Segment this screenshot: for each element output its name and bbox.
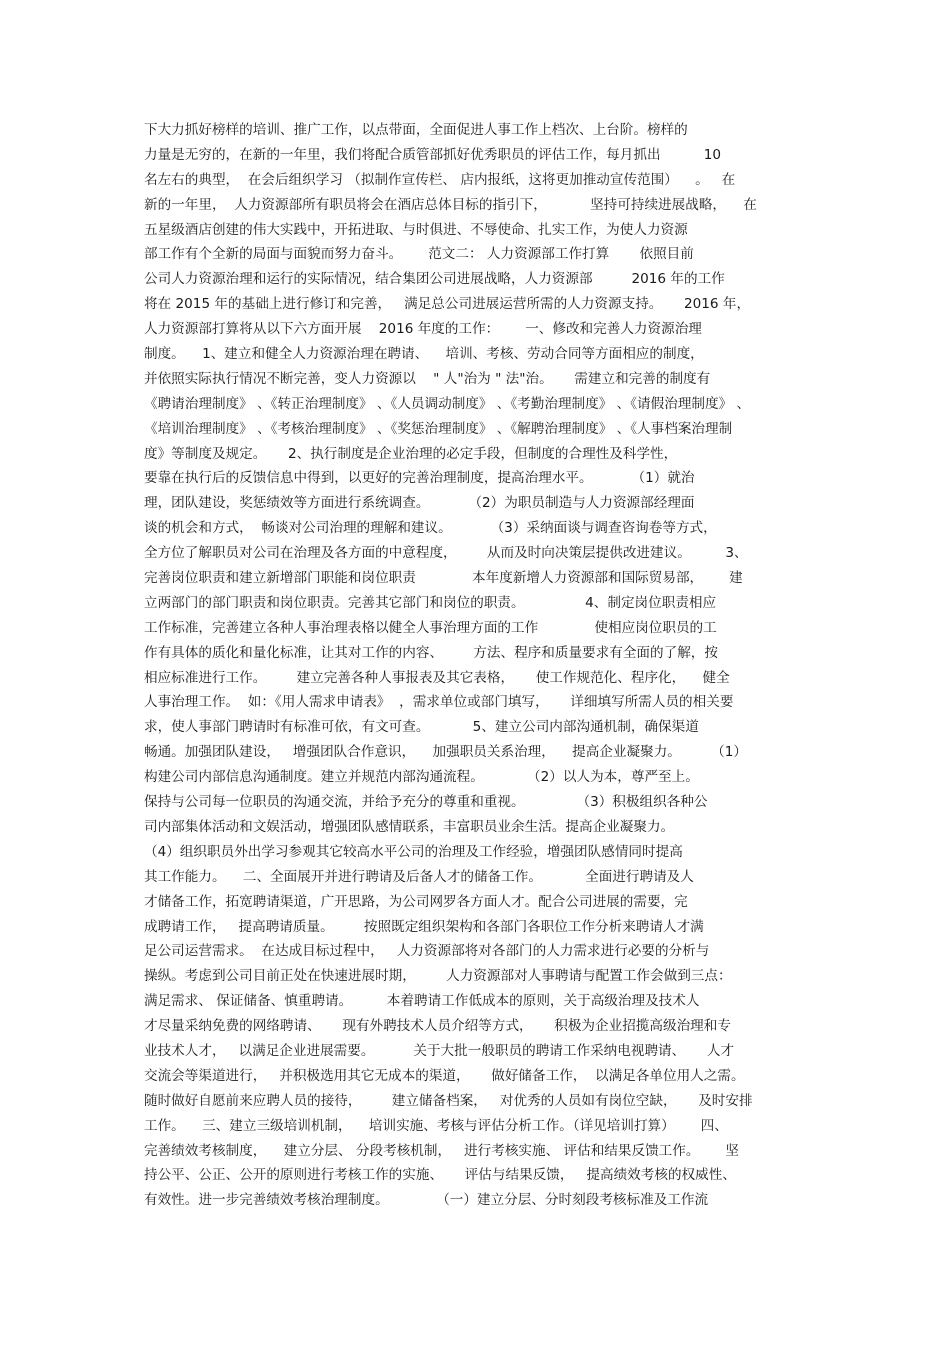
text-line: 求，使人事部门聘请时有标准可依，有文可查。 5、建立公司内部沟通机制，确保渠道 (144, 719, 699, 736)
text-line: 全方位了解职员对公司在治理及各方面的中意程度， 从而及时向决策层提供改进建议。 3、 (144, 545, 748, 562)
text-line: 交流会等渠道进行， 并积极选用其它无成本的渠道， 做好储备工作， 以满足各单位用人之需。 (144, 1067, 745, 1084)
text-line: 名左右的典型， 在会后组织学习 （拟制作宣传栏、 店内报纸，这将更加推动宣传范围） 。 在 (144, 171, 736, 188)
text-line: 五星级酒店创建的伟大实践中，开拓进取、与时俱进、不辱使命、扎实工作，为使人力资源 (144, 221, 688, 238)
text-line: 畅通。加强团队建设， 增强团队合作意识， 加强职员关系治理， 提高企业凝聚力。 （1） (144, 744, 747, 761)
text-line: 度》等制度及规定。 2、执行制度是企业治理的必定手段，但制度的合理性及科学性， (144, 445, 678, 462)
text-line: 并依照实际执行情况不断完善，变人力资源以 " 人"治为 " 法"治。 需建立和完善的制度有 (144, 370, 711, 387)
text-line: 构建公司内部信息沟通制度。建立并规范内部沟通流程。 （2）以人为本，尊严至上。 (144, 769, 699, 786)
text-line: 《聘请治理制度》 、《转正治理制度》 、《人员调动制度》 、《考勤治理制度》 、《请假治理制度》 、 (144, 395, 751, 412)
text-line: 持公平、公正、公开的原则进行考核工作的实施、 评估与结果反馈， 提高绩效考核的权威性、 (144, 1167, 736, 1184)
text-line: 力量是无穷的，在新的一年里，我们将配合质管部抓好优秀职员的评估工作，每月抓出 10 (144, 146, 722, 163)
text-line: 完善岗位职责和建立新增部门职能和岗位职责 本年度新增人力资源部和国际贸易部， 建 (144, 570, 743, 587)
text-line: 满足需求、 保证储备、慎重聘请。 本着聘请工作低成本的原则，关于高级治理及技术人 (144, 993, 700, 1010)
text-line: 将在 2015 年的基础上进行修订和完善， 满足总公司进展运营所需的人力资源支持。 2016 年， (144, 296, 751, 313)
text-line: 要靠在执行后的反馈信息中得到，以更好的完善治理制度，提高治理水平。 （1）就治 (144, 470, 695, 487)
body-text (144, 118, 812, 1213)
text-line: 工作。 三、建立三级培训机制， 培训实施、考核与评估分析工作。（详见培训打算） 四、 (144, 1117, 728, 1134)
text-line: 相应标准进行工作。 建立完善各种人事报表及其它表格， 使工作规范化、程序化， 健全 (144, 669, 730, 686)
text-line: 成聘请工作， 提高聘请质量。 按照既定组织架构和各部门各职位工作分析来聘请人才满 (144, 918, 704, 935)
text-line: 理，团队建设，奖惩绩效等方面进行系统调查。 （2）为职员制造与人力资源部经理面 (144, 495, 695, 512)
text-line: 下大力抓好榜样的培训、推广工作，以点带面，全面促进人事工作上档次、上台阶。榜样的 (144, 122, 688, 138)
text-line: 司内部集体活动和文娱活动，增强团队感情联系，丰富职员业余生活。提高企业凝聚力。 (144, 818, 675, 835)
text-line: 谈的机会和方式， 畅谈对公司治理的理解和建议。 （3）采纳面谈与调查咨询卷等方式， (144, 520, 717, 537)
text-line: 业技术人才， 以满足企业进展需要。 关于大批一般职员的聘请工作采纳电视聘请、 人才 (144, 1042, 735, 1059)
text-line: 有效性。进一步完善绩效考核治理制度。 （一）建立分层、分时刻段考核标准及工作流 (144, 1192, 709, 1209)
text-line: 《培训治理制度》 、《考核治理制度》 、《奖惩治理制度》 、《解聘治理制度》 、《人事档案治理制 (144, 420, 733, 437)
text-line: 工作标准，完善建立各种人事治理表格以健全人事治理方面的工作 使相应岗位职员的工 (144, 619, 717, 636)
text-line: 人力资源部打算将从以下六方面开展 2016 年度的工作： 一、修改和完善人力资源治理 (144, 321, 702, 338)
text-line: 立两部门的部门职责和岗位职责。完善其它部门和岗位的职责。 4、制定岗位职责相应 (144, 594, 717, 611)
text-line: 公司人力资源治理和运行的实际情况，结合集团公司进展战略，人力资源部 2016 年的工作 (144, 271, 725, 288)
text-line: 足公司运营需求。 在达成目标过程中， 人力资源部将对各部门的人力需求进行必要的分析与 (144, 943, 710, 960)
text-line: 才尽量采纳免费的网络聘请、 现有外聘技术人员介绍等方式， 积极为企业招揽高级治理和专 (144, 1018, 731, 1035)
text-line: 保持与公司每一位职员的沟通交流，并给予充分的尊重和重视。 （3）积极组织各种公 (144, 794, 708, 811)
text-line: 制度。 1、建立和健全人力资源治理在聘请、 培训、考核、劳动合同等方面相应的制度， (144, 346, 704, 363)
text-line: 人事治理工作。 如：《用人需求申请表》 ，需求单位或部门填写， 详细填写所需人员的相关要 (144, 694, 734, 711)
text-line: 其工作能力。 二、全面展开并进行聘请及后备人才的储备工作。 全面进行聘请及人 (144, 868, 694, 885)
text-line: 才储备工作，拓宽聘请渠道，广开思路，为公司网罗各方面人才。配合公司进展的需要，完 (144, 893, 688, 910)
text-line: 操纵。考虑到公司目前正处在快速进展时期， 人力资源部对人事聘请与配置工作会做到三点： (144, 968, 732, 985)
text-line: 作有具体的质化和量化标准，让其对工作的内容、 方法、程序和质量要求有全面的了解，按 (144, 644, 718, 661)
text-line: （4）组织职员外出学习参观其它较高水平公司的治理及工作经验，增强团队感情同时提高 (144, 843, 683, 860)
text-line: 部工作有个全新的局面与面貌而努力奋斗。 范文二： 人力资源部工作打算 依照目前 (144, 246, 694, 263)
text-line: 随时做好自愿前来应聘人员的接待， 建立储备档案， 对优秀的人员如有岗位空缺， 及时安排 (144, 1092, 753, 1109)
text-line: 完善绩效考核制度， 建立分层、 分段考核机制， 进行考核实施、 评估和结果反馈工作。 坚 (144, 1142, 739, 1159)
text-line: 新的一年里， 人力资源部所有职员将会在酒店总体目标的指引下， 坚持可持续进展战略， 在 (144, 196, 757, 213)
